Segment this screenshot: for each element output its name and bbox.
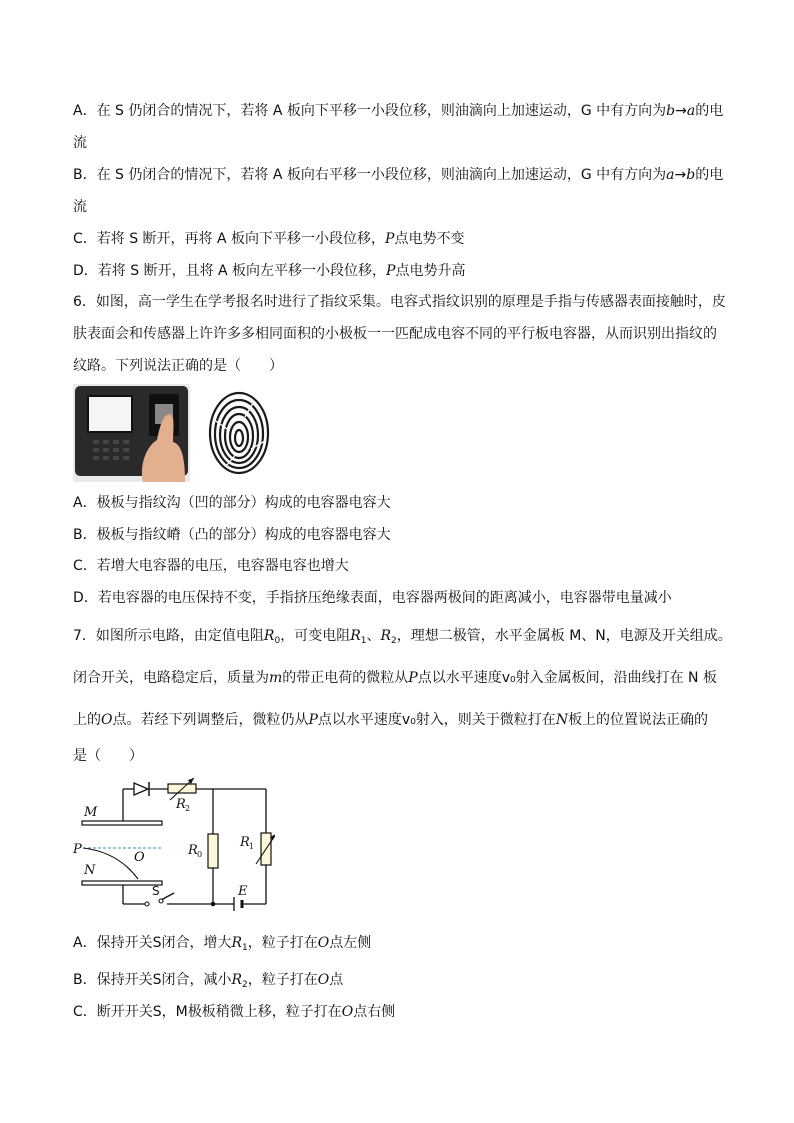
var-m: m: [269, 670, 283, 686]
q7-option-b-tail: 点: [329, 972, 344, 988]
q6-stem-line2: 肤表面会和传感器上许许多多相同面积的小极板一一匹配成电容不同的平行板电容器，从而识别出指纹的: [73, 326, 717, 342]
q7-stem-line3: [73, 710, 708, 730]
q7-option-b-text: ，粒子打在: [247, 972, 318, 988]
q5-option-d: [73, 261, 465, 281]
q7-option-b-text: B．保持开关S闭合，减小: [73, 972, 232, 988]
var-p: P: [386, 263, 396, 279]
q5-option-a-text: A．在 S 仍闭合的情况下，若将 A 板向下平移一小段位移，则油滴向上加速运动，G 中有方向为: [73, 103, 667, 119]
q7-text: 上的: [73, 712, 101, 728]
q7-text: 闭合开关，电路稳定后，质量为: [73, 670, 269, 686]
label-o: O: [134, 850, 145, 865]
q5-option-b-line1: [73, 165, 723, 185]
q7-text: 7．如图所示电路，由定值电阻: [73, 628, 264, 644]
label-p: P: [73, 842, 82, 857]
label-s: S: [152, 884, 160, 898]
var-o: O: [341, 1004, 354, 1020]
q7-text: 点以水平速度v₀射入金属板间，沿曲线打在 N 板: [417, 670, 717, 686]
var-a: a: [686, 103, 696, 119]
fingerprint-scanner-photo: [73, 384, 190, 482]
circuit-diagram: [70, 776, 275, 916]
var-a: a: [666, 167, 675, 183]
var-p: P: [308, 712, 318, 728]
q7-option-c: [73, 1002, 395, 1022]
resistor-r0: [208, 834, 218, 868]
q7-text: ，理想二极管，水平金属板 M、N，电源及开关组成。: [396, 628, 732, 644]
q7-text: ，可变电阻: [280, 628, 351, 644]
q7-text: 板上的位置说法正确的: [568, 712, 709, 728]
var-o: O: [317, 972, 330, 988]
q7-option-a-text: A．保持开关S闭合，增大: [73, 935, 232, 951]
var-b: b: [686, 167, 696, 183]
arrow: →: [674, 167, 687, 183]
var-r2: R: [380, 628, 392, 644]
var-n: N: [555, 712, 569, 728]
q6-option-b: B．极板与指纹嵴（凸的部分）构成的电容器电容大: [73, 527, 391, 543]
var-p: P: [408, 670, 418, 686]
label-r0: R: [188, 843, 198, 858]
q5-option-c: [73, 229, 464, 249]
q5-option-a-line1: [73, 101, 723, 121]
separator: 、: [366, 628, 381, 644]
var-r1: R: [350, 628, 361, 644]
q7-option-c-tail: 点右侧: [353, 1004, 396, 1020]
label-m: M: [84, 805, 98, 820]
sub-2: 2: [242, 980, 248, 990]
var-r1: R: [231, 935, 243, 951]
q5-option-b-tail: 的电: [695, 167, 724, 183]
diode-icon: [134, 783, 148, 795]
label-r1-sub: 1: [249, 842, 255, 851]
fingerprint-image: [207, 389, 271, 475]
var-r0: R: [263, 628, 275, 644]
q5-option-a-tail: 的电: [695, 103, 724, 119]
label-r1: R: [240, 835, 250, 850]
sub-0: 0: [274, 636, 281, 646]
q5-option-c-tail: 点电势不变: [394, 231, 465, 247]
q7-option-a-text: ，粒子打在: [247, 935, 318, 951]
sub-1: 1: [360, 636, 367, 646]
q5-option-b-line2: 流: [73, 199, 87, 215]
q6-option-d: D．若电容器的电压保持不变，手指挤压绝缘表面，电容器两极间的距离减小，电容器带电量减小: [73, 590, 672, 606]
q7-stem-line1: [73, 626, 732, 651]
label-r2-sub: 2: [185, 804, 191, 813]
q5-option-c-text: C．若将 S 断开，再将 A 板向下平移一小段位移，: [73, 231, 386, 247]
var-o: O: [317, 935, 330, 951]
plate-n: [82, 881, 162, 885]
var-b: b: [666, 103, 676, 119]
label-e: E: [238, 884, 248, 899]
q7-option-b: [73, 970, 343, 995]
label-r2: R: [176, 797, 186, 812]
q5-option-d-text: D．若将 S 断开，且将 A 板向左平移一小段位移，: [73, 263, 387, 279]
q5-option-d-tail: 点电势升高: [395, 263, 466, 279]
q7-text: 点。若经下列调整后，微粒仍从: [112, 712, 309, 728]
q7-text: 的带正电荷的微粒从: [282, 670, 409, 686]
label-n: N: [84, 863, 96, 878]
q7-option-a-tail: 点左侧: [329, 935, 372, 951]
plate-m: [82, 821, 162, 825]
q7-option-c-text: C．断开开关S，M极板稍微上移，粒子打在: [73, 1004, 342, 1020]
var-r2: R: [231, 972, 243, 988]
sub-2: 2: [391, 636, 397, 646]
q6-option-c: C．若增大电容器的电压，电容器电容也增大: [73, 558, 349, 574]
q7-option-a: [73, 933, 371, 958]
q7-stem-line4: 是（ ）: [73, 748, 143, 764]
q6-stem-line3: 纹路。下列说法正确的是（ ）: [73, 358, 283, 374]
var-o: O: [101, 712, 113, 728]
q7-stem-line2: [73, 668, 717, 688]
var-p: P: [385, 231, 395, 247]
q5-option-a-line2: 流: [73, 135, 87, 151]
q6-option-a: A．极板与指纹沟（凹的部分）构成的电容器电容大: [73, 495, 391, 511]
q7-text: 点以水平速度v₀射入，则关于微粒打在: [317, 712, 556, 728]
q6-stem-line1: 6．如图，高一学生在学考报名时进行了指纹采集。电容式指纹识别的原理是手指与传感器表面接触时，皮: [73, 294, 726, 310]
q5-option-b-text: B．在 S 仍闭合的情况下，若将 A 板向右平移一小段位移，则油滴向上加速运动，G 中有方向为: [73, 167, 667, 183]
sub-1: 1: [242, 943, 248, 953]
arrow: →: [675, 103, 687, 119]
label-r0-sub: 0: [197, 850, 203, 859]
